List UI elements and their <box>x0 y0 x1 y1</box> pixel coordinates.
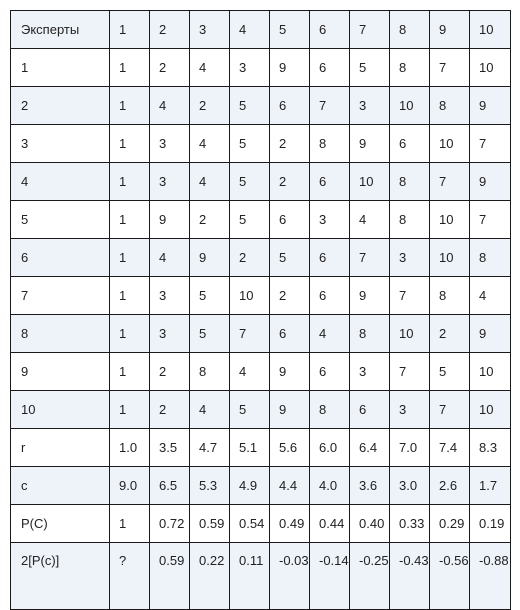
table-cell: 6 <box>390 125 430 163</box>
column-header: 6 <box>310 11 350 49</box>
table-cell: 2 <box>150 353 190 391</box>
row-label: 1 <box>11 49 110 87</box>
table-cell: 3 <box>310 201 350 239</box>
table-cell: 6.5 <box>150 467 190 505</box>
table-cell: 1 <box>110 277 150 315</box>
table-cell: 4 <box>230 353 270 391</box>
column-header: 1 <box>110 11 150 49</box>
column-header-experts: Эксперты <box>11 11 110 49</box>
table-cell: 1 <box>110 239 150 277</box>
table-row <box>11 163 511 201</box>
table-cell: 1 <box>110 315 150 353</box>
table-cell: 2 <box>190 87 230 125</box>
table-cell: 6 <box>270 315 310 353</box>
table-cell: 0.44 <box>310 505 350 543</box>
table-cell: 0.22 <box>190 543 230 610</box>
table-cell: 10 <box>350 163 390 201</box>
table-cell: 8 <box>430 87 470 125</box>
table-cell: 0.59 <box>150 543 190 610</box>
table-cell: 3.0 <box>390 467 430 505</box>
table-cell: 4 <box>190 49 230 87</box>
table-cell: -0.88 <box>470 543 511 610</box>
table-cell: 0.19 <box>470 505 511 543</box>
table-cell: 1.0 <box>110 429 150 467</box>
table-cell: 5 <box>230 391 270 429</box>
table-cell: 7 <box>430 163 470 201</box>
table-cell: 9 <box>270 353 310 391</box>
table-cell: -0.43 <box>390 543 430 610</box>
table-cell: 9 <box>150 201 190 239</box>
table-cell: 7 <box>350 239 390 277</box>
table-cell: 10 <box>390 315 430 353</box>
table-cell: 9 <box>470 87 511 125</box>
table-cell: 3 <box>150 277 190 315</box>
table-row <box>11 87 511 125</box>
table-cell: 10 <box>470 49 511 87</box>
table-cell: 5.6 <box>270 429 310 467</box>
column-header: 4 <box>230 11 270 49</box>
table-cell: 8 <box>310 391 350 429</box>
table-cell: 7 <box>390 277 430 315</box>
table-cell: 5 <box>230 163 270 201</box>
column-header: 8 <box>390 11 430 49</box>
table-cell: 4.9 <box>230 467 270 505</box>
table-cell: 6 <box>310 49 350 87</box>
row-label: 3 <box>11 125 110 163</box>
table-cell: 1.7 <box>470 467 511 505</box>
table-cell: 2 <box>430 315 470 353</box>
table-cell: 10 <box>390 87 430 125</box>
column-header: 10 <box>470 11 511 49</box>
table-cell: 2 <box>270 277 310 315</box>
table-cell: 4 <box>190 163 230 201</box>
table-cell: 0.40 <box>350 505 390 543</box>
table-cell: 1 <box>110 391 150 429</box>
row-label: 2 <box>11 87 110 125</box>
table-row <box>11 239 511 277</box>
table-cell: 7 <box>430 49 470 87</box>
table-cell: 3 <box>350 353 390 391</box>
table-cell: 10 <box>470 391 511 429</box>
table-cell: 5 <box>350 49 390 87</box>
table-cell: 0.29 <box>430 505 470 543</box>
table-cell: 4.7 <box>190 429 230 467</box>
row-label: r <box>11 429 110 467</box>
table-cell: 3 <box>390 239 430 277</box>
table-row <box>11 49 511 87</box>
table-row <box>11 353 511 391</box>
table-row <box>11 391 511 429</box>
table-cell: 1 <box>110 201 150 239</box>
table-cell: 10 <box>430 239 470 277</box>
table-cell: 0.33 <box>390 505 430 543</box>
table-cell: 3.5 <box>150 429 190 467</box>
table-cell: 8 <box>390 163 430 201</box>
table-cell: 0.49 <box>270 505 310 543</box>
table-cell: 2 <box>270 163 310 201</box>
table-row <box>11 315 511 353</box>
table-cell: -0.25 <box>350 543 390 610</box>
table-cell: 5 <box>230 87 270 125</box>
table-cell: 9 <box>270 391 310 429</box>
table-cell: 4 <box>470 277 511 315</box>
table-cell: 1 <box>110 163 150 201</box>
table-cell: 0.59 <box>190 505 230 543</box>
table-row <box>11 429 511 467</box>
table-body <box>11 11 511 610</box>
table-cell: 6 <box>270 87 310 125</box>
table-cell: 9 <box>270 49 310 87</box>
table-cell: 8.3 <box>470 429 511 467</box>
row-label: P(C) <box>11 505 110 543</box>
table-cell: 8 <box>310 125 350 163</box>
table-row <box>11 505 511 543</box>
column-header: 5 <box>270 11 310 49</box>
table-cell: 8 <box>470 239 511 277</box>
table-cell: 4 <box>310 315 350 353</box>
table-cell: 1 <box>110 125 150 163</box>
table-cell: 9 <box>470 315 511 353</box>
table-cell: 10 <box>470 353 511 391</box>
table-cell: 4.0 <box>310 467 350 505</box>
table-cell: 8 <box>390 201 430 239</box>
table-cell: 10 <box>430 125 470 163</box>
table-cell: 8 <box>430 277 470 315</box>
table-cell: 3 <box>230 49 270 87</box>
table-cell: 1 <box>110 353 150 391</box>
table-row <box>11 277 511 315</box>
table-cell: 7 <box>470 201 511 239</box>
table-cell: 0.11 <box>230 543 270 610</box>
table-cell: 1 <box>110 87 150 125</box>
table-cell: 0.72 <box>150 505 190 543</box>
table-cell: 8 <box>190 353 230 391</box>
table-cell: 4.4 <box>270 467 310 505</box>
table-cell: 7 <box>310 87 350 125</box>
experts-ranking-table <box>10 10 511 610</box>
row-label: 6 <box>11 239 110 277</box>
table-cell: 7 <box>390 353 430 391</box>
table-cell: 2 <box>230 239 270 277</box>
table-row <box>11 125 511 163</box>
table-cell: 9 <box>190 239 230 277</box>
row-label: 8 <box>11 315 110 353</box>
table-cell: 9 <box>470 163 511 201</box>
row-label: 9 <box>11 353 110 391</box>
row-label: 4 <box>11 163 110 201</box>
table-cell: 2.6 <box>430 467 470 505</box>
table-cell: 6 <box>310 239 350 277</box>
table-cell: 7.4 <box>430 429 470 467</box>
table-cell: -0.03 <box>270 543 310 610</box>
table-cell: 10 <box>230 277 270 315</box>
row-label: 10 <box>11 391 110 429</box>
table-cell: 5 <box>190 277 230 315</box>
table-cell: 3 <box>390 391 430 429</box>
table-cell: 5 <box>270 239 310 277</box>
table-cell: 5 <box>430 353 470 391</box>
table-row <box>11 201 511 239</box>
table-cell: 3 <box>150 125 190 163</box>
table-cell: 6 <box>350 391 390 429</box>
table-cell: 4 <box>350 201 390 239</box>
table-cell: 4 <box>150 239 190 277</box>
table-cell: 4 <box>150 87 190 125</box>
table-cell: 7 <box>230 315 270 353</box>
row-label: 2[P(c)] <box>11 543 110 610</box>
table-cell: -0.56 <box>430 543 470 610</box>
table-cell: 5 <box>190 315 230 353</box>
table-cell: 4 <box>190 391 230 429</box>
table-cell: 2 <box>150 391 190 429</box>
table-cell: 10 <box>430 201 470 239</box>
table-cell: 5.1 <box>230 429 270 467</box>
table-cell: ? <box>110 543 150 610</box>
table-row <box>11 467 511 505</box>
table-cell: 0.54 <box>230 505 270 543</box>
table-cell: 1 <box>110 505 150 543</box>
table-row <box>11 543 511 610</box>
table-cell: 3 <box>150 315 190 353</box>
table-cell: 9.0 <box>110 467 150 505</box>
table-cell: 6 <box>310 277 350 315</box>
table-cell: 5.3 <box>190 467 230 505</box>
table-cell: 8 <box>350 315 390 353</box>
row-label: 5 <box>11 201 110 239</box>
table-cell: 1 <box>110 49 150 87</box>
table-cell: 4 <box>190 125 230 163</box>
table-cell: 6 <box>310 353 350 391</box>
table-cell: 2 <box>190 201 230 239</box>
table-cell: 8 <box>390 49 430 87</box>
table-cell: 6 <box>270 201 310 239</box>
header-row <box>11 11 511 49</box>
table-cell: -0.14 <box>310 543 350 610</box>
table-cell: 2 <box>270 125 310 163</box>
table-cell: 9 <box>350 125 390 163</box>
row-label: c <box>11 467 110 505</box>
column-header: 9 <box>430 11 470 49</box>
table-cell: 3 <box>150 163 190 201</box>
column-header: 2 <box>150 11 190 49</box>
table-container <box>10 10 511 610</box>
table-cell: 6.4 <box>350 429 390 467</box>
row-label: 7 <box>11 277 110 315</box>
table-cell: 7 <box>470 125 511 163</box>
table-cell: 6.0 <box>310 429 350 467</box>
column-header: 3 <box>190 11 230 49</box>
column-header: 7 <box>350 11 390 49</box>
table-cell: 6 <box>310 163 350 201</box>
table-cell: 2 <box>150 49 190 87</box>
table-cell: 3.6 <box>350 467 390 505</box>
table-cell: 9 <box>350 277 390 315</box>
table-cell: 7 <box>430 391 470 429</box>
table-cell: 5 <box>230 201 270 239</box>
table-cell: 5 <box>230 125 270 163</box>
table-cell: 3 <box>350 87 390 125</box>
table-cell: 7.0 <box>390 429 430 467</box>
